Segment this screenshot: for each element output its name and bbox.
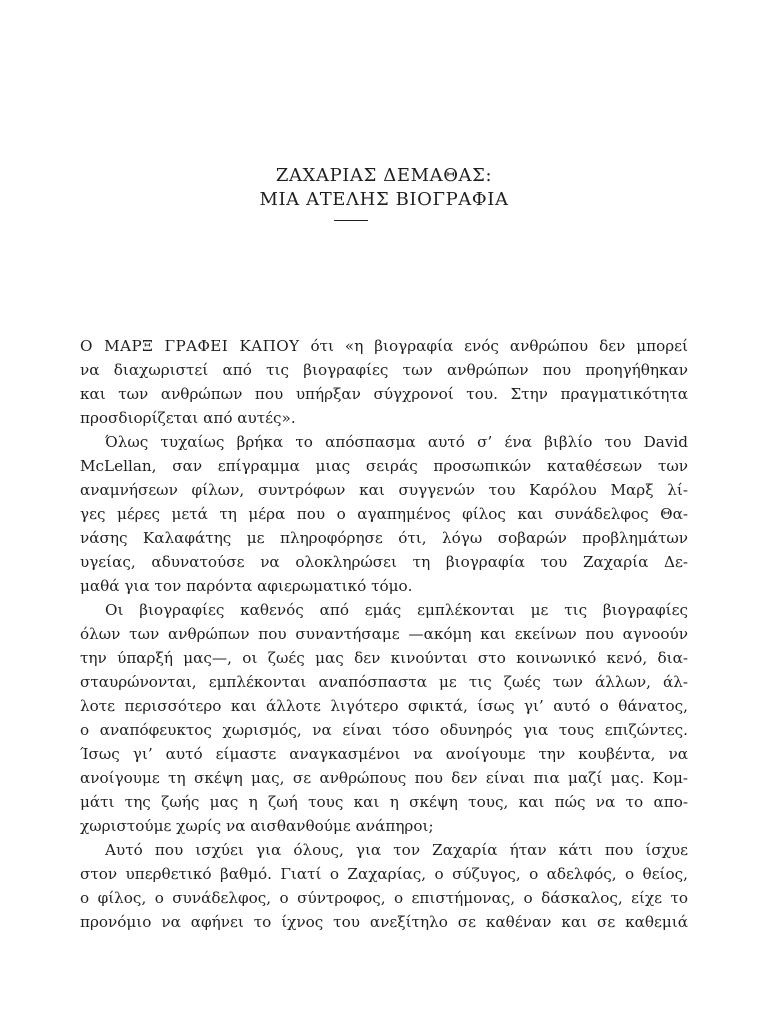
body-line: αναμνήσεων φίλων, συντρόφων και συγγενών του Καρόλου Μαρξ λί- [80, 481, 688, 499]
body-line: Οι βιογραφίες καθενός από εμάς εμπλέκονται με τις βιογραφίες [105, 601, 688, 619]
body-line: και των ανθρώπων που υπήρξαν σύγχρονοί του. Στην πραγματικότητα [80, 385, 688, 403]
body-line: ο αναπόφευκτος χωρισμός, να είναι τόσο οδυνηρός για τους επιζώντες. [80, 721, 688, 739]
opening-smallcaps: Ο ΜΑΡΞ ΓΡΑΦΕΙ ΚΑΠΟΥ [80, 337, 300, 355]
body-line: υγείας, αδυνατούσε να ολοκληρώσει τη βιογραφία του Ζαχαρία Δε- [80, 553, 688, 571]
body-line: ο φίλος, ο συνάδελφος, ο σύντροφος, ο επιστήμονας, ο δάσκαλος, είχε το [80, 889, 688, 907]
body-line: γες μέρες μετά τη μέρα που ο αγαπημένος φίλος και συνάδελφος Θα- [80, 505, 688, 523]
body-line: λοτε περισσότερο και άλλοτε λιγότερο σφικτά, ίσως γι’ αυτό ο θάνατος, [80, 697, 688, 715]
title-rule [334, 220, 368, 221]
body-line: στον υπερθετικό βαθμό. Γιατί ο Ζαχαρίας, ο σύζυγος, ο αδελφός, ο θείος, [80, 865, 688, 883]
body-line: McLellan, σαν επίγραμμα μιας σειράς προσωπικών καταθέσεων των [80, 457, 688, 475]
body-line: να διαχωριστεί από τις βιογραφίες των ανθρώπων που προηγήθηκαν [80, 361, 688, 379]
body-line: μαθά για τον παρόντα αφιερωματικό τόμο. [80, 577, 413, 595]
body-line: προνόμιο να αφήνει το ίχνος του ανεξίτηλο σε καθέναν και σε καθεμιά [80, 913, 688, 931]
body-line: προσδιορίζεται από αυτές». [80, 409, 296, 427]
chapter-title-line-1: ΖΑΧΑΡΙΑΣ ΔΕΜΑΘΑΣ: [275, 165, 493, 186]
body-line: μάτι της ζωής μας η ζωή τους και η σκέψη τους, και πώς να το απο- [80, 793, 688, 811]
body-line: Αυτό που ισχύει για όλους, για τον Ζαχαρία ήταν κάτι που ίσχυε [105, 841, 688, 859]
body-line: νάσης Καλαφάτης με πληροφόρησε ότι, λόγω σοβαρών προβλημάτων [80, 529, 688, 547]
body-line: σταυρώνονται, εμπλέκονται αναπόσπαστα με τις ζωές των άλλων, άλ- [80, 673, 688, 691]
chapter-title-line-2: ΜΙΑ ΑΤΕΛΗΣ ΒΙΟΓΡΑΦΙΑ [259, 189, 509, 210]
body-line: όλων των ανθρώπων που συναντήσαμε —ακόμη και εκείνων που αγνοούν [80, 625, 688, 643]
body-line: Όλως τυχαίως βρήκα το απόσπασμα αυτό σ’ ένα βιβλίο του David [105, 433, 688, 451]
body-line: ανοίγουμε τη σκέψη μας, σε ανθρώπους που δεν είναι πια μαζί μας. Κομ- [80, 769, 688, 787]
body-line: Ίσως γι’ αυτό είμαστε αναγκασμένοι να ανοίγουμε την κουβέντα, να [80, 745, 688, 763]
body-line: ότι «η βιογραφία ενός ανθρώπου δεν μπορεί [299, 337, 688, 355]
body-line: την ύπαρξή μας—, οι ζωές μας δεν κινούνται στο κοινωνικό κενό, δια- [80, 649, 688, 667]
paragraph-1-line-1 [80, 334, 688, 358]
body-line: χωριστούμε χωρίς να αισθανθούμε ανάπηροι; [80, 817, 434, 835]
